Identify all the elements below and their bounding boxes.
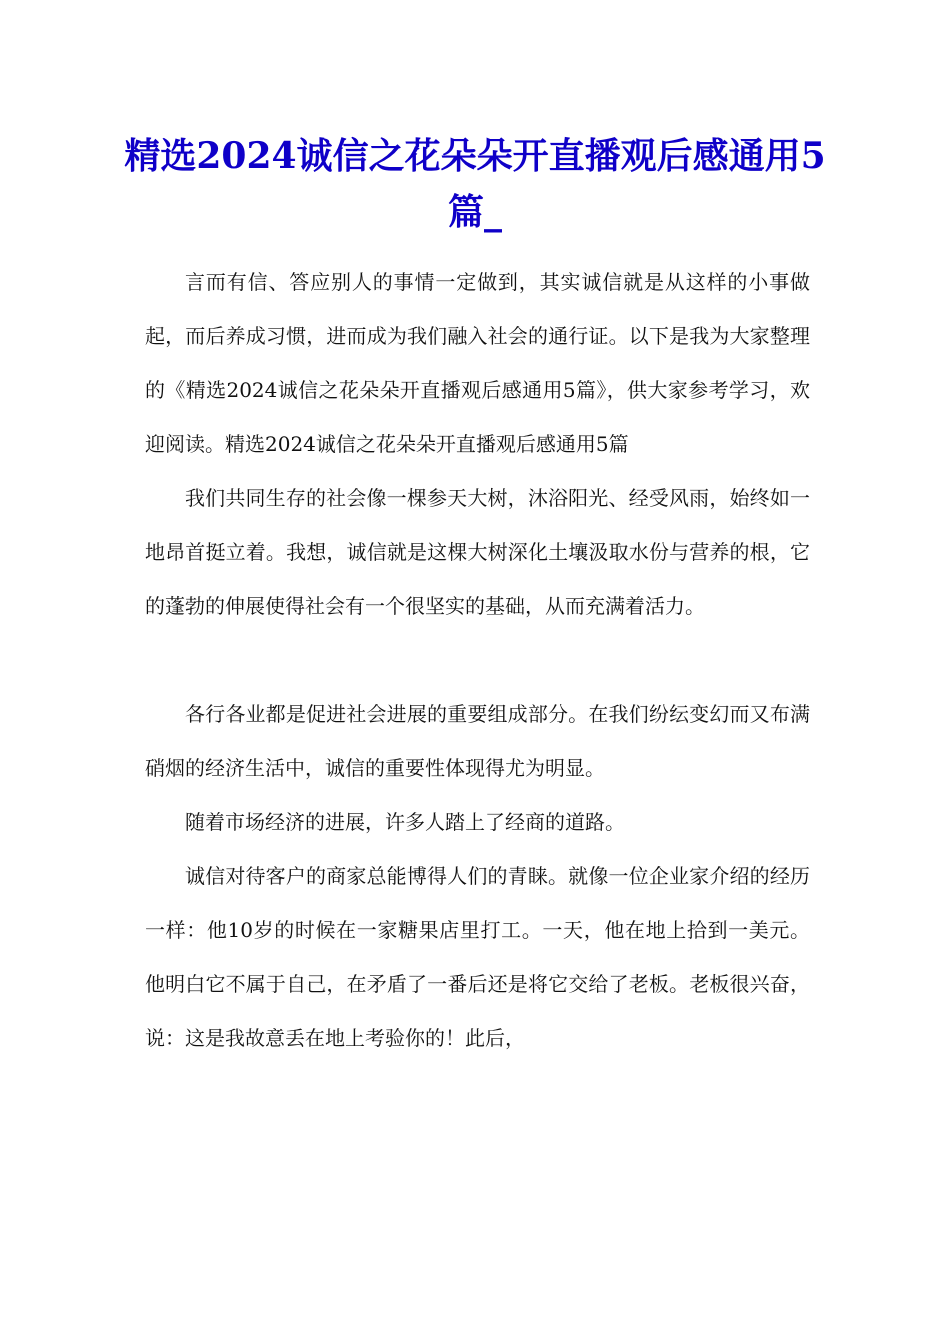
document-title: 精选2024诚信之花朵朵开直播观后感通用5篇_ — [124, 135, 826, 233]
paragraph-merchant-story: 诚信对待客户的商家总能博得人们的青睐。就像一位企业家介绍的经历一样：他10岁的时候在一家糖果店里打工。一天，他在地上拾到一美元。他明白它不属于自己，在矛盾了一番后还是将它交给了老板。老板很兴奋，说：这是我故意丢在地上考验你的！此后， — [145, 864, 810, 1050]
paragraph-gap — [145, 633, 810, 687]
paragraph-society-tree: 我们共同生存的社会像一棵参天大树，沐浴阳光、经受风雨，始终如一地昂首挺立着。我想，诚信就是这棵大树深化土壤汲取水份与营养的根，它的蓬勃的伸展使得社会有一个很坚实的基础，从而充满着活力。 — [145, 486, 810, 618]
paragraph-market-economy: 随着市场经济的进展，许多人踏上了经商的道路。 — [185, 810, 625, 834]
document-body — [145, 255, 810, 1065]
paragraph-intro: 言而有信、答应别人的事情一定做到，其实诚信就是从这样的小事做起，而后养成习惯，进而成为我们融入社会的通行证。以下是我为大家整理的《精选2024诚信之花朵朵开直播观后感通用5篇》，供大家参考学习，欢迎阅读。精选2024诚信之花朵朵开直播观后感通用5篇 — [145, 270, 810, 456]
paragraph-industries: 各行各业都是促进社会进展的重要组成部分。在我们纷纭变幻而又布满硝烟的经济生活中，诚信的重要性体现得尤为明显。 — [145, 702, 810, 780]
